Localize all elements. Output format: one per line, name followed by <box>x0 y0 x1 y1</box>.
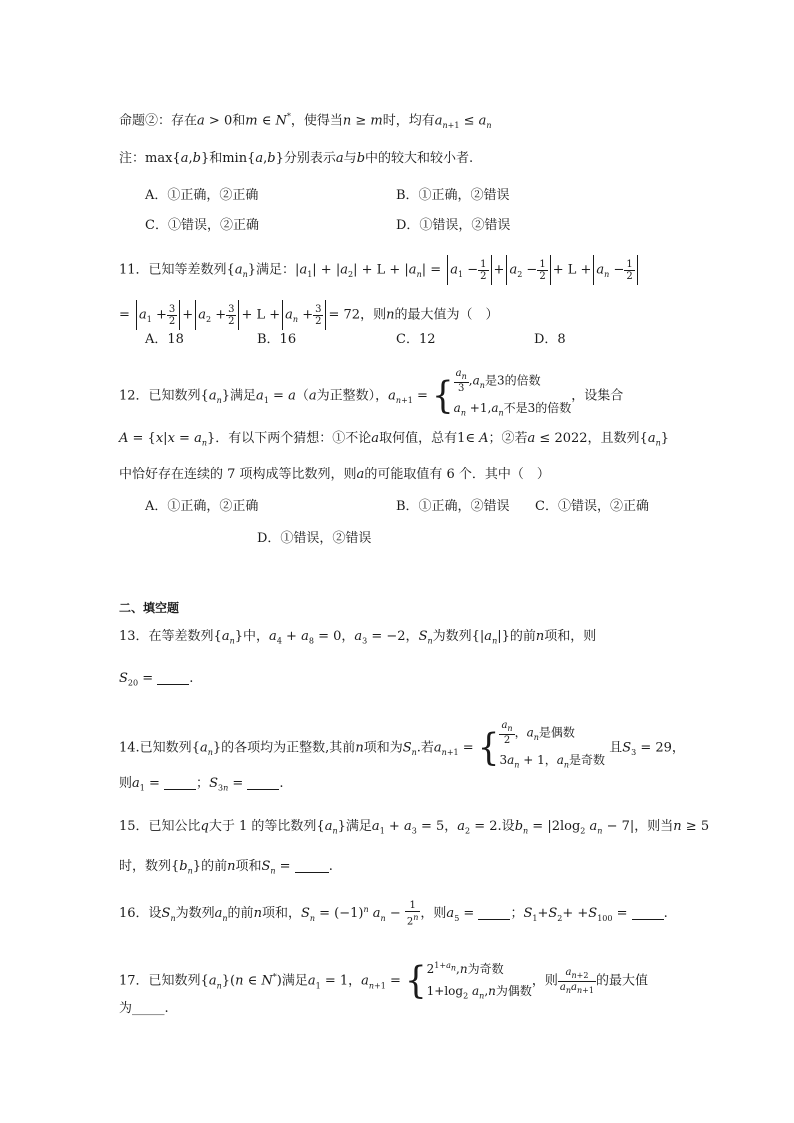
q14-line-1: 14.已知数列$\{a_n\}$的各项均为正整数,其前n项和为$S_n$.若$a_{n+1}$ = { $\frac{a_n}{2}$ ，$a_n$是偶数 $3a_n + 1$，$a_n$是奇数 且$S_3 = 29$， <box>119 720 685 771</box>
q17-line-2: 为_____. <box>119 1001 169 1016</box>
q14-answer-blank-1[interactable] <box>164 775 196 790</box>
q11-line-1: 11．已知等差数列$\{a_n\}$满足：$|a_1| + |a_2| + L + |a_n| = a_1$ − $\frac{1}{2}$ + $a_2$ − $\frac{1}{2}$ + $L + a_n$ − $\frac{1}{2}$ <box>119 255 640 285</box>
q14-answer-blank-2[interactable] <box>247 775 279 790</box>
q10-option-d[interactable]: D．①错误，②错误 <box>396 218 511 233</box>
q14-line-2: 则$a_1$ = ；$S_{3n}$ = . <box>119 776 284 793</box>
q10-option-a[interactable]: A．①正确，②正确 <box>145 188 259 203</box>
q11-option-b[interactable]: B．16 <box>257 332 297 347</box>
q11-option-d[interactable]: D．8 <box>534 332 566 347</box>
q12-line-3: 中恰好存在连续的 7 项构成等比数列，则a的可能取值有 6 个．其中（ ） <box>119 467 550 482</box>
q11-option-c[interactable]: C．12 <box>396 332 436 347</box>
q10-option-b[interactable]: B．①正确，②错误 <box>396 188 510 203</box>
q10-proposition-2: 命题②：存在a > 0和m ∈ N*，使得当n ≥ m时，均有$a_{n+1} \le a_n$ <box>119 112 492 130</box>
q15-line-1: 15．已知公比q大于 1 的等比数列$\{a_n\}$满足$a_1 + a_3 = 5$，$a_2 = 2$.设$b_n = |2\log_2$ $a_n - 7|$，则当n ≥ 5 <box>119 819 710 836</box>
q13-line-2: $S_{20}$ = . <box>119 671 194 688</box>
q12-option-d[interactable]: D．①错误，②错误 <box>257 531 372 546</box>
q17-line-1: 17．已知数列$\{a_n\}(n$ ∈ N*)满足$a_1 = 1$，$a_{n+1}$ = { $2^{1+a_n},n$为奇数 $1+\log_2$ $a_n,n$为偶数 ，则 $\frac{a_{n+2}}{a_na_{n+1}}$ 的最大值 <box>119 959 648 1004</box>
q13-line-1: 13．在等差数列$\{a_n\}$中，$a_4 + a_8 = 0$，$a_3 = -2$，$S_n$为数列$\{|a_n|\}$的前n项和，则 <box>119 629 597 646</box>
q16-answer-blank-1[interactable] <box>478 905 510 920</box>
q11-line-2: = $a_1$ + $\frac{3}{2}$ + $a_2$ + $\frac{3}{2}$ + $L + a_n$ + $\frac{3}{2}$ = 72，则n的最大值为（ ） <box>119 300 498 330</box>
q16-line-1: 16．设$S_n$为数列$a_n$的前n项和，$S_n = (-1)^n$ $a_n$ − $\frac{1}{2^n}$ ，则$a_5$ = ；$S_1+S_2+ +S_{100}$ = . <box>119 900 668 928</box>
q12-line-1: 12．已知数列$\{a_n\}$满足$a_1 = a(a$为正整数），$a_{n+1}$ = { $\frac{a_n}{3}$ $,a_n$是3的倍数 $a_n +1,a_n$不是3的倍数 ，设集合 <box>119 368 624 419</box>
q13-answer-blank[interactable] <box>157 670 189 685</box>
q11-option-a[interactable]: A．18 <box>145 332 184 347</box>
q15-line-2: 时，数列$\{b_n\}$的前n项和$S_n$ = . <box>119 859 333 876</box>
section-heading: 二、填空题 <box>119 601 180 615</box>
q16-answer-blank-2[interactable] <box>632 905 664 920</box>
q15-answer-blank[interactable] <box>295 858 329 873</box>
q10-option-c[interactable]: C．①错误，②正确 <box>145 218 259 233</box>
q10-note: 注：max{a,b}和min{a,b}分别表示a与b中的较大和较小者. <box>119 151 474 166</box>
q12-line-2: $A = \{x|x = a_n\}$．有以下两个猜想：①不论a取何值，总有1∈ A；②若a ≤ 2022，且数列$\{a_n\}$ <box>119 431 670 448</box>
q12-option-c[interactable]: C．①错误，②正确 <box>535 499 649 514</box>
q12-option-a[interactable]: A．①正确，②正确 <box>145 499 259 514</box>
q12-option-b[interactable]: B．①正确，②错误 <box>396 499 510 514</box>
